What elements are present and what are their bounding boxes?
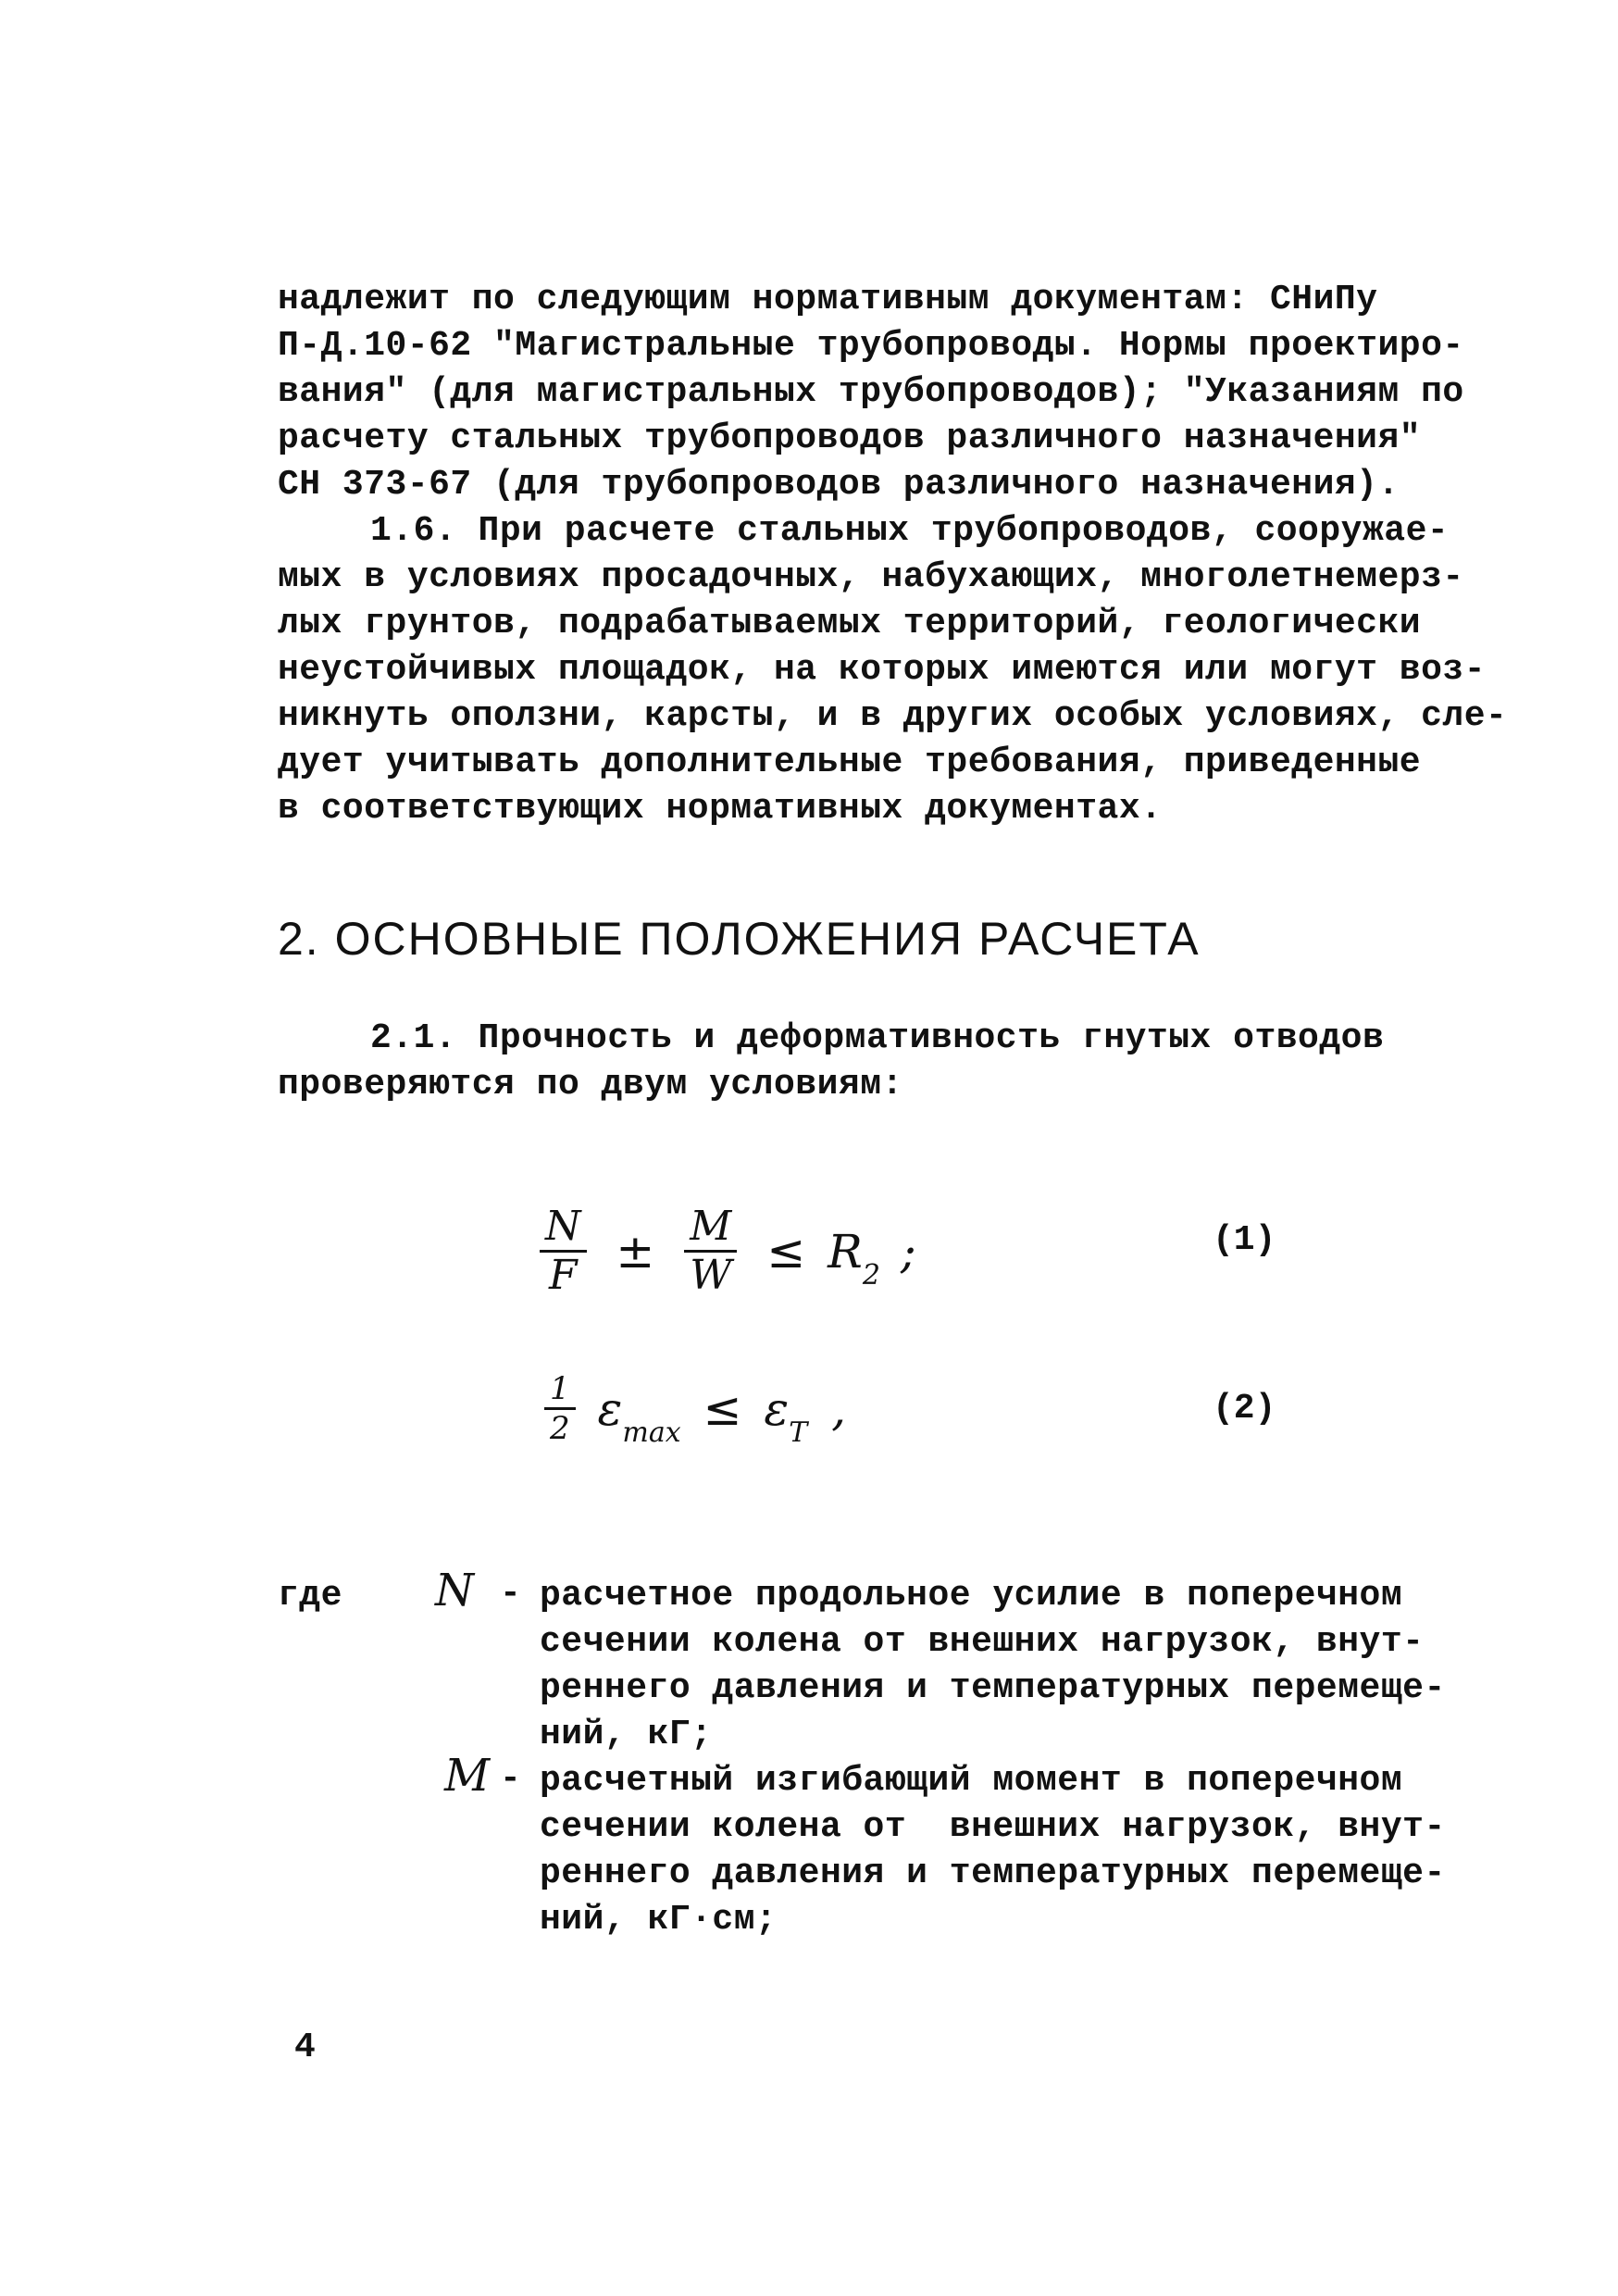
formula-terminator: ,	[831, 1381, 847, 1436]
less-equal-operator: ≤	[703, 1381, 742, 1436]
formula-2	[537, 1370, 846, 1447]
numerator: M	[684, 1204, 737, 1253]
formula-1	[532, 1204, 916, 1299]
text-line: расчету стальных трубопроводов различного назначения"	[278, 418, 1422, 458]
definition-symbol: N	[435, 1565, 474, 1616]
fraction-one-half	[544, 1370, 576, 1447]
page-number: 4	[294, 2028, 316, 2067]
equation-number-1: (1)	[1213, 1220, 1276, 1260]
plus-minus-operator: ±	[616, 1224, 655, 1279]
definition-symbol: M	[444, 1750, 491, 1802]
definition-line: реннего давления и температурных перемеще-	[540, 1668, 1446, 1708]
text-line: дует учитывать дополнительные требования, приведенные	[278, 742, 1422, 782]
definition-line: реннего давления и температурных перемеще-	[540, 1853, 1446, 1893]
symbol-epsilon: ε	[764, 1381, 790, 1436]
text-line: П-Д.10-62 "Магистральные трубопроводы. Нормы проектиро-	[278, 326, 1464, 366]
text-line: надлежит по следующим нормативным документам: СНиПу	[278, 280, 1378, 319]
numerator: N	[540, 1204, 587, 1253]
formula-terminator: ;	[900, 1224, 916, 1279]
text-line: СН 373-67 (для трубопроводов различного назначения).	[278, 465, 1400, 505]
text-line: 1.6. При расчете стальных трубопроводов, сооружае-	[370, 511, 1450, 551]
denominator: W	[690, 1252, 732, 1299]
text-line: вания" (для магистральных трубопроводов); "Указаниям по	[278, 372, 1464, 412]
fraction-m-over-w	[684, 1204, 737, 1299]
symbol-epsilon: ε	[597, 1381, 623, 1436]
formula-lhs	[597, 1381, 681, 1449]
where-label: где	[278, 1576, 342, 1616]
text-line: проверяются по двум условиям:	[278, 1065, 903, 1104]
definition-line: ний, кГ;	[540, 1715, 713, 1754]
definition-line: сечении колена от внешних нагрузок, внут-	[540, 1622, 1425, 1662]
symbol-r: R	[828, 1224, 863, 1279]
definition-dash: -	[500, 1759, 521, 1799]
less-equal-operator: ≤	[766, 1224, 806, 1279]
definition-line: ний, кГ·см;	[540, 1900, 778, 1940]
text-line: лых грунтов, подрабатываемых территорий, геологически	[278, 604, 1422, 643]
definition-dash: -	[500, 1574, 521, 1614]
text-line: никнуть оползни, карсты, и в других особых условиях, сле-	[278, 696, 1508, 736]
subscript: T	[789, 1416, 808, 1449]
formula-rhs	[764, 1381, 808, 1449]
denominator: F	[548, 1252, 578, 1299]
section-heading: 2. ОСНОВНЫЕ ПОЛОЖЕНИЯ РАСЧЕТА	[278, 913, 1201, 965]
equation-number-2: (2)	[1213, 1389, 1276, 1429]
denominator: 2	[550, 1410, 570, 1447]
text-line: неустойчивых площадок, на которых имеются или могут воз-	[278, 650, 1487, 690]
definition-line: сечении колена от внешних нагрузок, внут-	[540, 1807, 1446, 1847]
definition-line: расчетный изгибающий момент в поперечном	[540, 1761, 1403, 1801]
text-line: 2.1. Прочность и деформативность гнутых отводов	[370, 1018, 1385, 1058]
text-line: в соответствующих нормативных документах.	[278, 789, 1163, 829]
numerator: 1	[544, 1370, 576, 1410]
formula-rhs	[828, 1224, 880, 1292]
subscript: 2	[862, 1258, 880, 1292]
subscript: max	[622, 1416, 681, 1449]
fraction-n-over-f	[540, 1204, 587, 1299]
definition-line: расчетное продольное усилие в поперечном	[540, 1576, 1403, 1616]
text-line: мых в условиях просадочных, набухающих, многолетнемерз-	[278, 557, 1464, 597]
